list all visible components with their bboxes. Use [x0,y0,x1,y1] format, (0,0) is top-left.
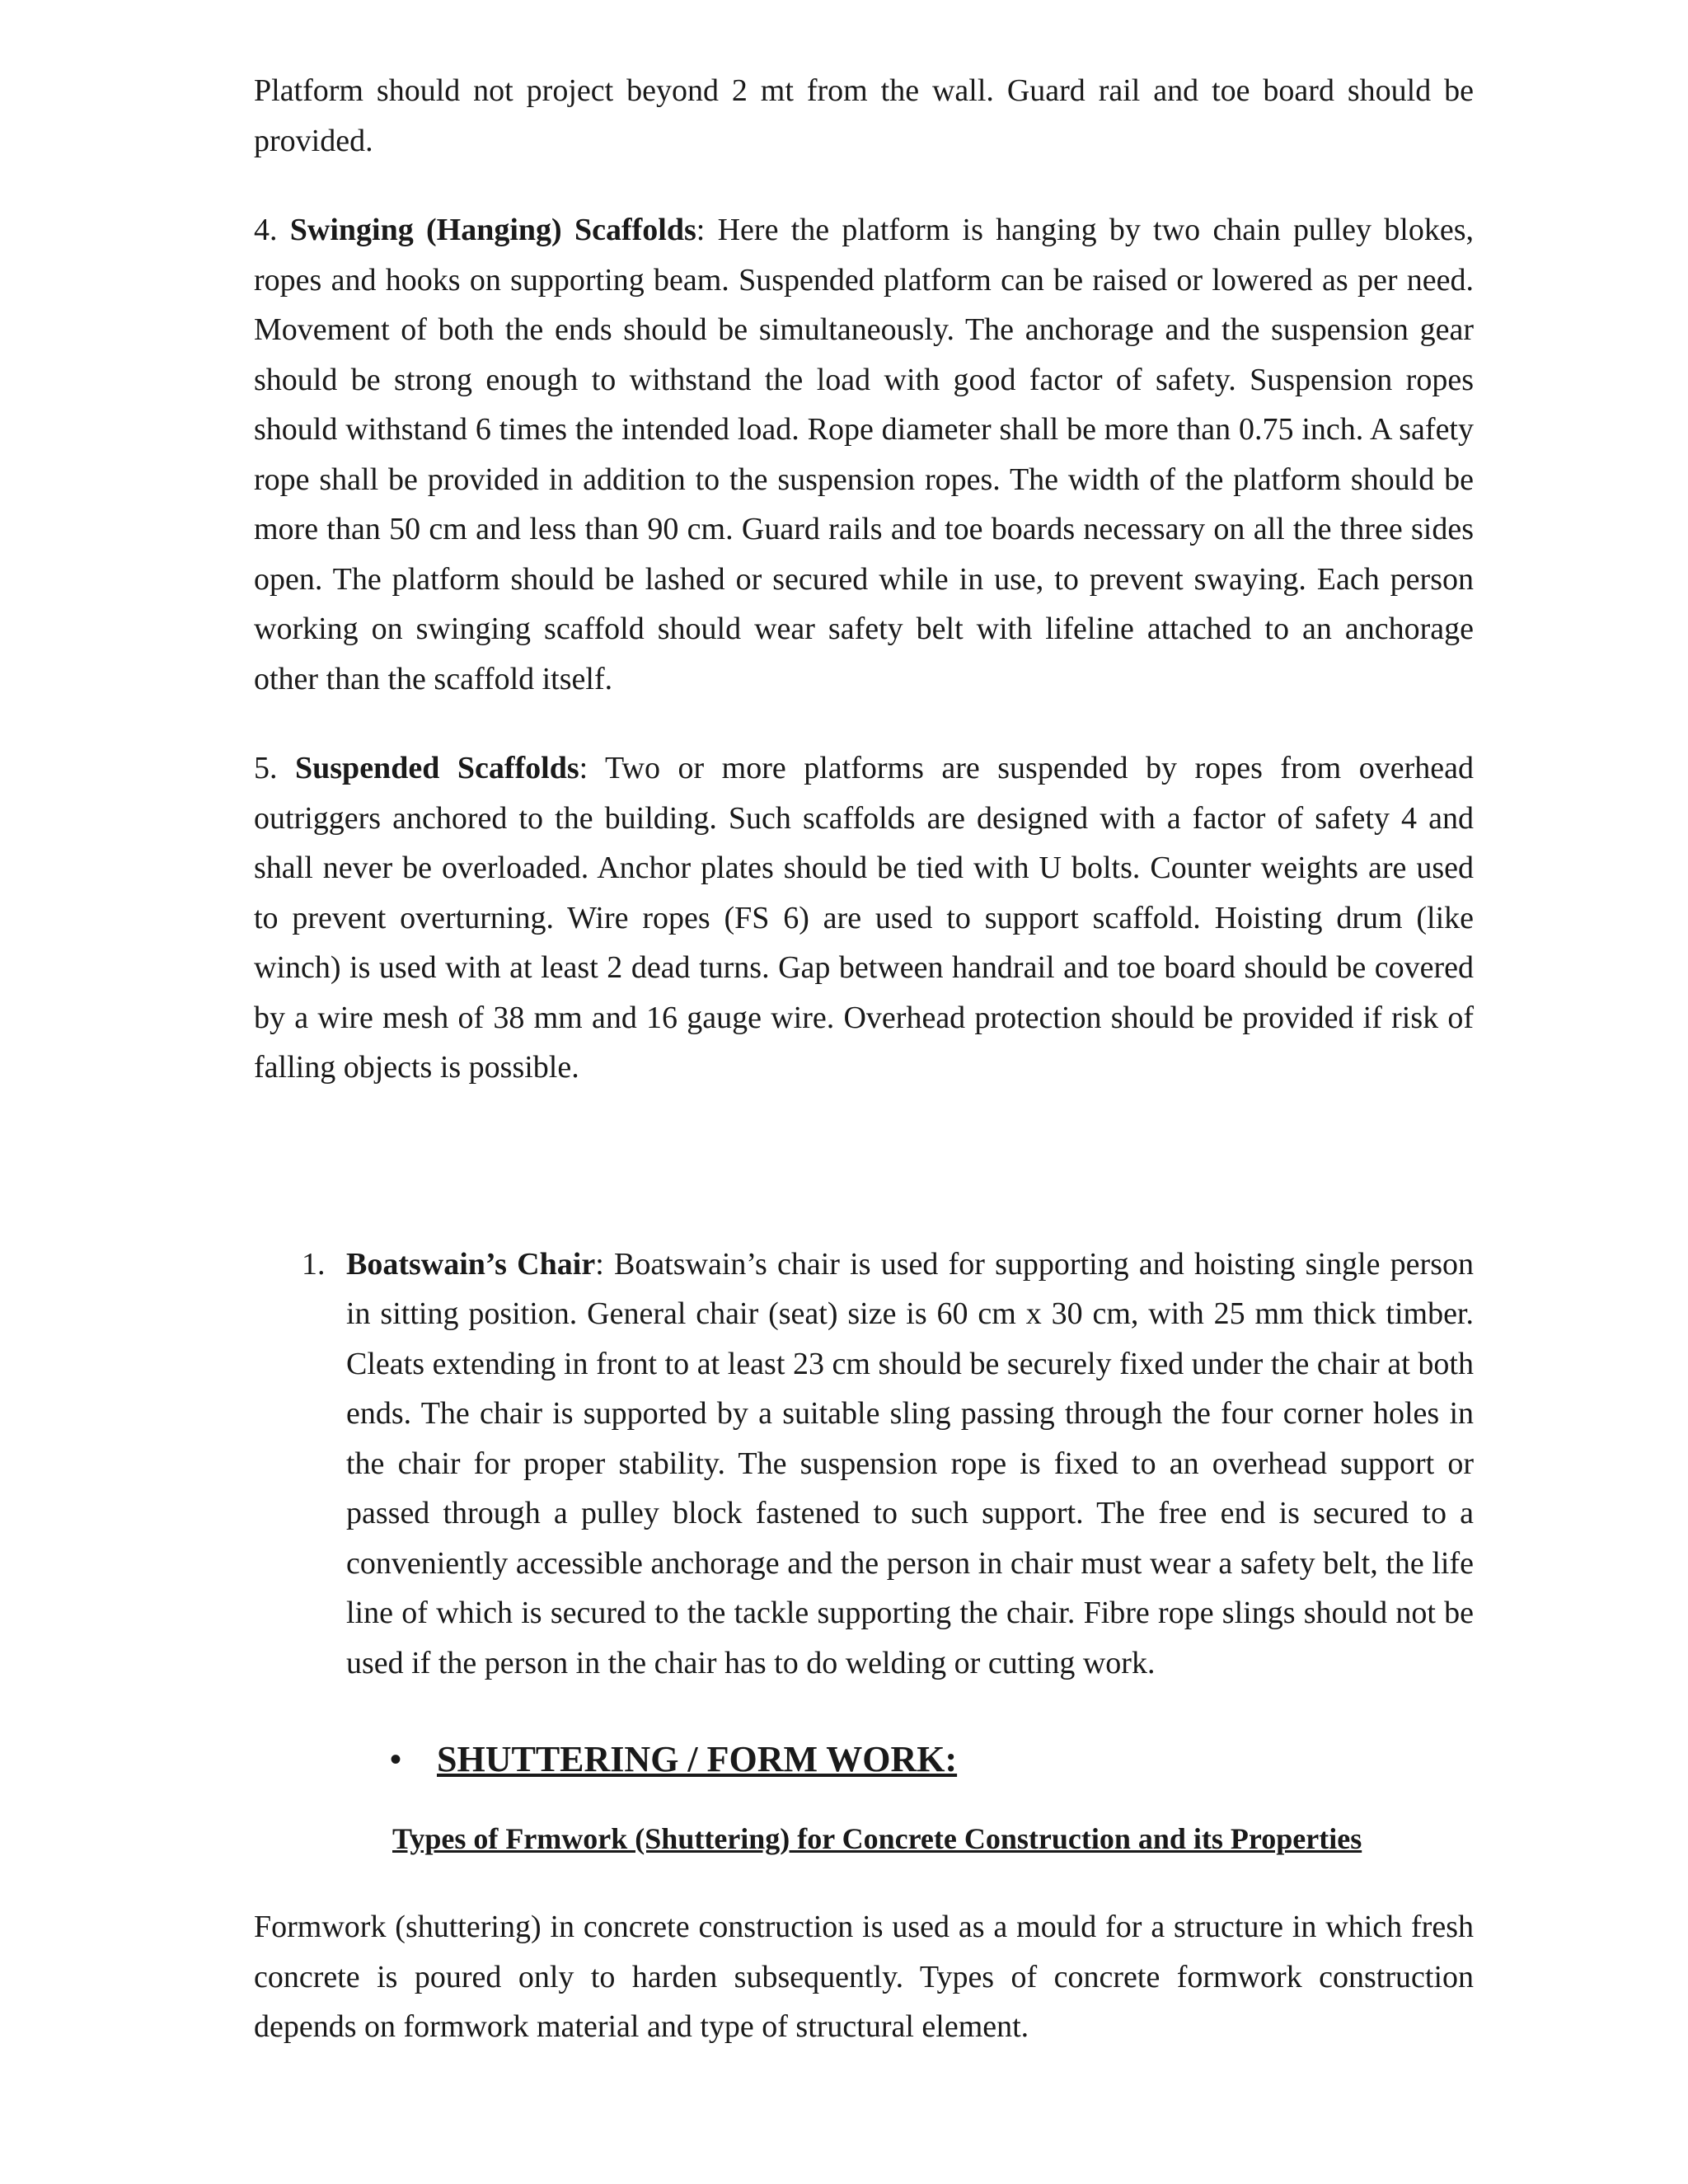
bullet-icon: • [390,1741,402,1778]
formwork-subheading: Types of Frmwork (Shuttering) for Concrete Construction and its Properties [392,1822,1362,1855]
intro-text: Platform should not project beyond 2 mt from the wall. Guard rail and toe board should be provided. [254,73,1474,158]
intro-paragraph [254,66,1474,166]
shuttering-heading-text: SHUTTERING / FORM WORK: [437,1739,958,1779]
boatswain-chair-list-item [254,1240,1474,1689]
formwork-text: Formwork (shuttering) in concrete construction is used as a mould for a structure in which fresh concrete is poured only to harden subsequently. Types of concrete formwork construction depends on formwork material and type of structural element. [254,1910,1474,2044]
suspended-number: 5. [254,751,278,785]
list-number: 1. [302,1246,326,1282]
shuttering-heading [254,1731,1474,1788]
suspended-text: : Two or more platforms are suspended by ropes from overhead outriggers anchored to the building. Such scaffolds are designed with a factor of safety 4 and shall never be overloaded. Anchor plates should be tied with U bolts. Counter weights are used to prevent overturning. Wire ropes (FS 6) are used to support scaffold. Hoisting drum (like winch) is used with at least 2 dead turns. Gap between handrail and toe board should be covered by a wire mesh of 38 mm and 16 gauge wire. Overhead protection should be provided if risk of falling objects is possible. [254,751,1474,1085]
boatswain-chair-paragraph [346,1240,1474,1689]
document-page [254,66,1474,2052]
formwork-paragraph [254,1902,1474,2052]
swinging-term: Swinging (Hanging) Scaffolds [289,213,696,247]
boatswain-text: : Boatswain’s chair is used for supporting and hoisting single person in sitting position. General chair (seat) size is 60 cm x 30 cm, with 25 mm thick timber. Cleats extending in front to at least 23 cm should be securely fixed under the chair at both ends. The chair is supported by a suitable sling passing through the four corner holes in the chair for proper stability. The suspension rope is fixed to an overhead support or passed through a pulley block fastened to such support. The free end is secured to a conveniently accessible anchorage and the person in chair must wear a safety belt, the life line of which is secured to the tackle supporting the chair. Fibre rope slings should not be used if the person in the chair has to do welding or cutting work. [346,1246,1474,1680]
suspended-term: Suspended Scaffolds [295,751,579,785]
swinging-number: 4. [254,213,278,247]
swinging-scaffolds-paragraph [254,205,1474,704]
suspended-scaffolds-paragraph [254,743,1474,1093]
swinging-text: : Here the platform is hanging by two chain pulley blokes, ropes and hooks on supporting beam. Suspended platform can be raised or lowered as per need. Movement of both the ends should be simultaneously. The anchorage and the suspension gear should be strong enough to withstand the load with good factor of safety. Suspension ropes should withstand 6 times the intended load. Rope diameter shall be more than 0.75 inch. A safety rope shall be provided in addition to the suspension ropes. The width of the platform should be more than 50 cm and less than 90 cm. Guard rails and toe boards necessary on all the three sides open. The platform should be lashed or secured while in use, to prevent swaying. Each person working on swinging scaffold should wear safety belt with lifeline attached to an anchorage other than the scaffold itself. [254,213,1474,696]
boatswain-term: Boatswain’s Chair [346,1246,596,1282]
